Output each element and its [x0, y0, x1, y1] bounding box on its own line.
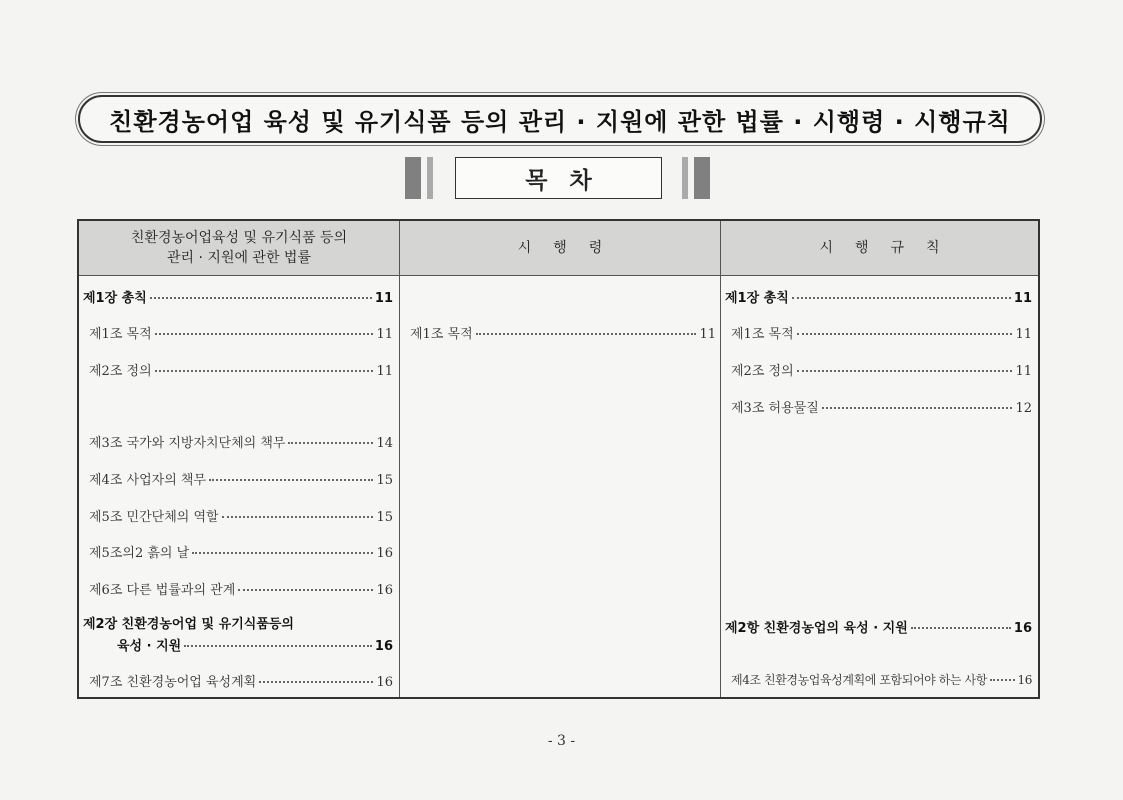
toc-entry-law-article1[interactable]: 제1조 목적 11: [89, 327, 393, 342]
law-column-header: [79, 221, 399, 276]
toc-entry-law-chapter1[interactable]: 제1장 총칙 11: [83, 291, 393, 306]
toc-entry-law-chapter2[interactable]: 육성 · 지원 16: [117, 639, 393, 654]
toc-entry-law-article3[interactable]: 제3조 국가와 지방자치단체의 책무 14: [89, 436, 393, 451]
document-title: 친환경농어업 육성 및 유기식품 등의 관리 · 지원에 관한 법률 · 시행령 · 시행규칙: [109, 107, 1011, 136]
toc-entry-decree-article1[interactable]: 제1조 목적 11: [410, 327, 716, 342]
decorative-bar: [694, 157, 710, 199]
toc-entry-rules-article4[interactable]: 제4조 친환경농업육성계획에 포함되어야 하는 사항 16: [731, 673, 1032, 687]
page-number: - 3 -: [547, 733, 576, 749]
decorative-bar: [405, 157, 421, 199]
decorative-bar: [682, 157, 688, 199]
toc-entry-rules-article2[interactable]: 제2조 정의 11: [731, 364, 1032, 379]
law-header-line1: 친환경농어업육성 및 유기식품 등의: [130, 230, 348, 246]
toc-heading-text: 목차: [525, 167, 614, 194]
law-header-line2: 관리 · 지원에 관한 법률: [167, 250, 311, 266]
toc-table: [77, 219, 1040, 699]
rules-column: [721, 221, 1038, 697]
toc-entry-rules-article3[interactable]: 제3조 허용물질 12: [731, 401, 1032, 416]
rules-header-text: 시행규칙: [819, 240, 962, 256]
toc-heading-box: [455, 157, 662, 199]
rules-column-header: [721, 221, 1038, 276]
law-column: [79, 221, 400, 697]
toc-entry-law-article5-2[interactable]: 제5조의2 흙의 날 16: [89, 546, 393, 561]
toc-entry-rules-chapter2[interactable]: 제2항 친환경농업의 육성 · 지원 16: [725, 621, 1032, 636]
toc-entry-rules-chapter1[interactable]: 제1장 총칙 11: [725, 291, 1032, 306]
toc-entry-law-article2[interactable]: 제2조 정의 11: [89, 364, 393, 379]
decree-column-header: [400, 221, 720, 276]
decorative-bar: [427, 157, 433, 199]
toc-entry-law-article4[interactable]: 제4조 사업자의 책무 15: [89, 473, 393, 488]
toc-entry-law-chapter2-line1[interactable]: 제2장 친환경농어업 및 유기식품등의: [83, 617, 294, 632]
document-title-banner: [78, 95, 1042, 143]
toc-entry-law-article5[interactable]: 제5조 민간단체의 역할 15: [89, 510, 393, 525]
toc-entry-law-article6[interactable]: 제6조 다른 법률과의 관계 16: [89, 583, 393, 598]
toc-heading: [405, 157, 710, 201]
decree-column: [400, 221, 721, 697]
toc-entry-rules-article1[interactable]: 제1조 목적 11: [731, 327, 1032, 342]
toc-entry-law-article7[interactable]: 제7조 친환경농어업 육성계획 16: [89, 675, 393, 690]
decree-header-text: 시행령: [517, 240, 625, 256]
